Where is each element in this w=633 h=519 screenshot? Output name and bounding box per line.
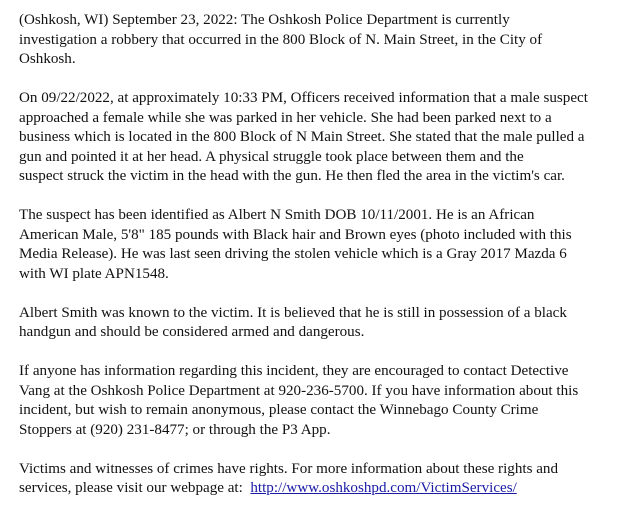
- text-line: Oshkosh.: [19, 51, 76, 67]
- text-line: services, please visit our webpage at:: [19, 480, 251, 496]
- paragraph-victim-rights: [19, 460, 619, 499]
- text-line: Victims and witnesses of crimes have rights. For more information about these rights and: [19, 460, 559, 477]
- paragraph-warning: [19, 304, 619, 343]
- text-line: On 09/22/2022, at approximately 10:33 PM, Officers received information that a male suspect: [19, 90, 588, 106]
- press-release-document: [19, 11, 619, 499]
- text-line: Stoppers at (920) 231-8477; or through the P3 App.: [19, 421, 331, 438]
- text-line: business which is located in the 800 Block of N Main Street. She stated that the male pulled a: [19, 129, 585, 145]
- text-line: Albert Smith was known to the victim. It is believed that he is still in possession of a black: [19, 304, 567, 321]
- paragraph-incident: [19, 89, 619, 187]
- text-line: handgun and should be considered armed and dangerous.: [19, 324, 365, 340]
- paragraph-intro: [19, 11, 619, 70]
- text-line: Vang at the Oshkosh Police Department at 920-236-5700. If you have information about this: [19, 382, 579, 399]
- text-line: If anyone has information regarding this incident, they are encouraged to contact Detective: [19, 363, 569, 379]
- text-line: approached a female while she was parked in her vehicle. She had been parked next to a: [19, 109, 552, 126]
- paragraph-contact: [19, 362, 619, 440]
- victim-services-link[interactable]: http://www.oshkoshpd.com/VictimServices/: [250, 480, 517, 496]
- text-line: American Male, 5'8" 185 pounds with Black hair and Brown eyes (photo included with this: [19, 226, 572, 243]
- text-line: Media Release). He was last seen driving the stolen vehicle which is a Gray 2017 Mazda 6: [19, 246, 567, 262]
- text-line: (Oshkosh, WI) September 23, 2022: The Oshkosh Police Department is currently: [19, 12, 510, 28]
- paragraph-suspect: [19, 206, 619, 284]
- text-line: incident, but wish to remain anonymous, please contact the Winnebago County Crime: [19, 402, 539, 418]
- text-line: gun and pointed it at her head. A physical struggle took place between them and the: [19, 148, 524, 165]
- text-line: with WI plate APN1548.: [19, 265, 169, 282]
- text-line: suspect struck the victim in the head with the gun. He then fled the area in the victim's car.: [19, 168, 565, 184]
- text-line: The suspect has been identified as Albert N Smith DOB 10/11/2001. He is an African: [19, 207, 535, 223]
- text-line: investigation a robbery that occurred in the 800 Block of N. Main Street, in the City of: [19, 31, 543, 48]
